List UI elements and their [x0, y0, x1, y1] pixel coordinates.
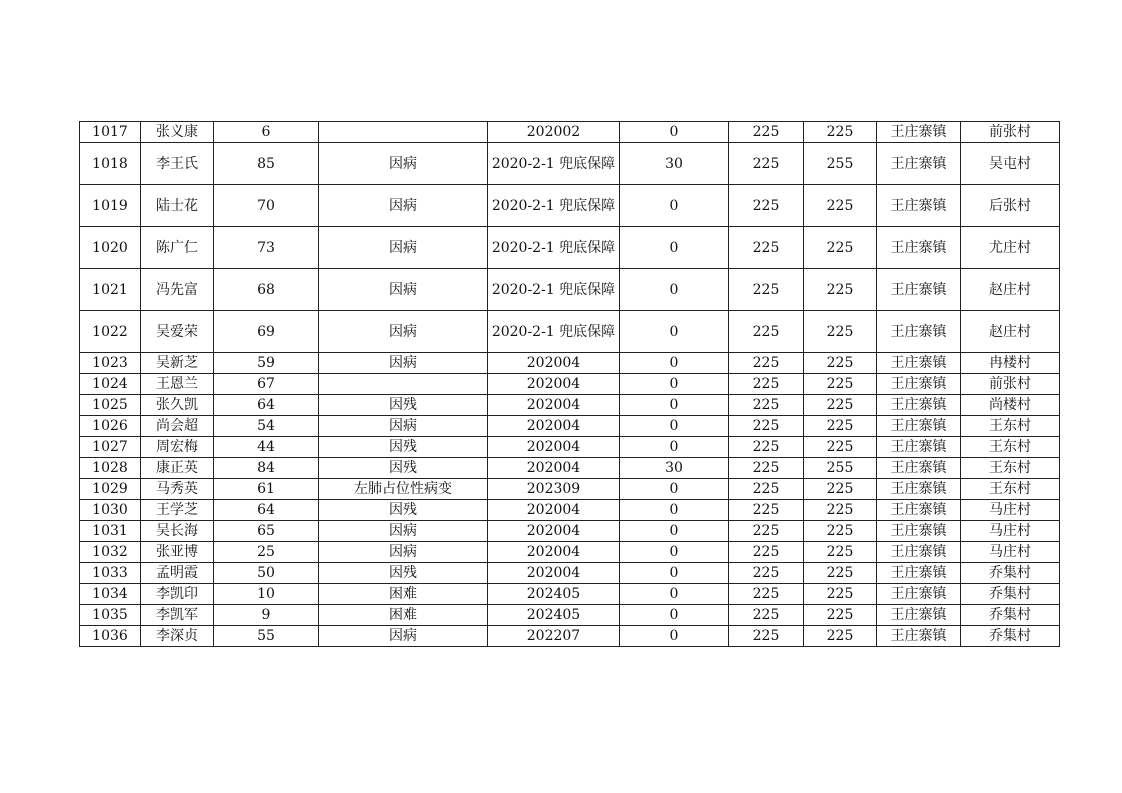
table-row: [80, 563, 1060, 584]
village-cell: 马庄村: [961, 542, 1060, 563]
total-cell: 225: [804, 500, 877, 521]
name-cell: 马秀英: [141, 479, 214, 500]
town-cell: 王庄寨镇: [877, 584, 961, 605]
extra-cell: 30: [620, 143, 729, 185]
name-cell: 张义康: [141, 122, 214, 143]
base-cell: 225: [729, 563, 804, 584]
village-cell: 王东村: [961, 458, 1060, 479]
reason-cell: [319, 374, 488, 395]
base-cell: 225: [729, 122, 804, 143]
name-cell: 周宏梅: [141, 437, 214, 458]
date-cell: 202004: [488, 542, 620, 563]
name-cell: 李凯军: [141, 605, 214, 626]
id-cell: 1021: [80, 269, 141, 311]
reason-cell: 因病: [319, 353, 488, 374]
age-cell: 70: [214, 185, 319, 227]
date-cell: 202004: [488, 437, 620, 458]
name-cell: 康正英: [141, 458, 214, 479]
age-cell: 10: [214, 584, 319, 605]
extra-cell: 0: [620, 437, 729, 458]
age-cell: 55: [214, 626, 319, 647]
name-cell: 李深贞: [141, 626, 214, 647]
name-cell: 张亚博: [141, 542, 214, 563]
base-cell: 225: [729, 143, 804, 185]
total-cell: 225: [804, 185, 877, 227]
id-cell: 1030: [80, 500, 141, 521]
village-cell: 王东村: [961, 479, 1060, 500]
id-cell: 1022: [80, 311, 141, 353]
reason-cell: 因病: [319, 227, 488, 269]
reason-cell: 因病: [319, 521, 488, 542]
total-cell: 225: [804, 311, 877, 353]
reason-cell: 困难: [319, 605, 488, 626]
village-cell: 乔集村: [961, 626, 1060, 647]
table-row: [80, 605, 1060, 626]
extra-cell: 0: [620, 269, 729, 311]
town-cell: 王庄寨镇: [877, 374, 961, 395]
table-row: [80, 353, 1060, 374]
age-cell: 67: [214, 374, 319, 395]
total-cell: 225: [804, 479, 877, 500]
reason-cell: 困难: [319, 584, 488, 605]
village-cell: 乔集村: [961, 605, 1060, 626]
base-cell: 225: [729, 374, 804, 395]
reason-cell: 因病: [319, 542, 488, 563]
id-cell: 1033: [80, 563, 141, 584]
base-cell: 225: [729, 269, 804, 311]
date-cell: 202002: [488, 122, 620, 143]
name-cell: 冯先富: [141, 269, 214, 311]
table-row: [80, 437, 1060, 458]
base-cell: 225: [729, 542, 804, 563]
base-cell: 225: [729, 521, 804, 542]
age-cell: 69: [214, 311, 319, 353]
total-cell: 225: [804, 416, 877, 437]
id-cell: 1035: [80, 605, 141, 626]
table-body: [80, 122, 1060, 647]
table-row: [80, 122, 1060, 143]
age-cell: 84: [214, 458, 319, 479]
village-cell: 王东村: [961, 437, 1060, 458]
village-cell: 乔集村: [961, 584, 1060, 605]
reason-cell: 左肺占位性病变: [319, 479, 488, 500]
table-row: [80, 374, 1060, 395]
age-cell: 44: [214, 437, 319, 458]
extra-cell: 0: [620, 500, 729, 521]
town-cell: 王庄寨镇: [877, 437, 961, 458]
name-cell: 张久凯: [141, 395, 214, 416]
age-cell: 9: [214, 605, 319, 626]
id-cell: 1023: [80, 353, 141, 374]
table-row: [80, 311, 1060, 353]
name-cell: 吴长海: [141, 521, 214, 542]
date-cell: 202309: [488, 479, 620, 500]
name-cell: 李王氏: [141, 143, 214, 185]
town-cell: 王庄寨镇: [877, 269, 961, 311]
village-cell: 前张村: [961, 374, 1060, 395]
village-cell: 尤庄村: [961, 227, 1060, 269]
id-cell: 1024: [80, 374, 141, 395]
town-cell: 王庄寨镇: [877, 416, 961, 437]
name-cell: 王恩兰: [141, 374, 214, 395]
extra-cell: 0: [620, 584, 729, 605]
table-row: [80, 500, 1060, 521]
table-row: [80, 479, 1060, 500]
village-cell: 赵庄村: [961, 311, 1060, 353]
town-cell: 王庄寨镇: [877, 395, 961, 416]
age-cell: 54: [214, 416, 319, 437]
reason-cell: 因残: [319, 500, 488, 521]
table-row: [80, 458, 1060, 479]
id-cell: 1019: [80, 185, 141, 227]
date-cell: 202004: [488, 416, 620, 437]
town-cell: 王庄寨镇: [877, 458, 961, 479]
date-cell: 202004: [488, 395, 620, 416]
id-cell: 1032: [80, 542, 141, 563]
town-cell: 王庄寨镇: [877, 479, 961, 500]
date-cell: 202004: [488, 353, 620, 374]
base-cell: 225: [729, 227, 804, 269]
id-cell: 1034: [80, 584, 141, 605]
id-cell: 1031: [80, 521, 141, 542]
age-cell: 61: [214, 479, 319, 500]
table-row: [80, 542, 1060, 563]
total-cell: 225: [804, 605, 877, 626]
date-cell: 202004: [488, 500, 620, 521]
village-cell: 王东村: [961, 416, 1060, 437]
extra-cell: 0: [620, 563, 729, 584]
total-cell: 225: [804, 395, 877, 416]
town-cell: 王庄寨镇: [877, 563, 961, 584]
base-cell: 225: [729, 185, 804, 227]
table-row: [80, 416, 1060, 437]
date-cell: 202405: [488, 605, 620, 626]
table-row: [80, 185, 1060, 227]
age-cell: 59: [214, 353, 319, 374]
date-cell: 202004: [488, 374, 620, 395]
date-cell: 2020-2-1 兜底保障: [488, 227, 620, 269]
id-cell: 1018: [80, 143, 141, 185]
age-cell: 64: [214, 395, 319, 416]
table-row: [80, 521, 1060, 542]
age-cell: 25: [214, 542, 319, 563]
town-cell: 王庄寨镇: [877, 143, 961, 185]
reason-cell: 因残: [319, 437, 488, 458]
total-cell: 225: [804, 542, 877, 563]
extra-cell: 0: [620, 605, 729, 626]
reason-cell: 因残: [319, 395, 488, 416]
town-cell: 王庄寨镇: [877, 626, 961, 647]
assistance-table: [79, 121, 1060, 647]
village-cell: 尚楼村: [961, 395, 1060, 416]
table-row: [80, 626, 1060, 647]
town-cell: 王庄寨镇: [877, 311, 961, 353]
id-cell: 1025: [80, 395, 141, 416]
table-row: [80, 227, 1060, 269]
village-cell: 吴屯村: [961, 143, 1060, 185]
table-row: [80, 269, 1060, 311]
id-cell: 1028: [80, 458, 141, 479]
extra-cell: 30: [620, 458, 729, 479]
village-cell: 冉楼村: [961, 353, 1060, 374]
name-cell: 陆士花: [141, 185, 214, 227]
total-cell: 225: [804, 122, 877, 143]
name-cell: 王学芝: [141, 500, 214, 521]
total-cell: 225: [804, 563, 877, 584]
table-row: [80, 143, 1060, 185]
date-cell: 2020-2-1 兜底保障: [488, 185, 620, 227]
base-cell: 225: [729, 626, 804, 647]
extra-cell: 0: [620, 185, 729, 227]
total-cell: 255: [804, 458, 877, 479]
village-cell: 赵庄村: [961, 269, 1060, 311]
village-cell: 马庄村: [961, 500, 1060, 521]
extra-cell: 0: [620, 353, 729, 374]
total-cell: 225: [804, 626, 877, 647]
name-cell: 孟明霞: [141, 563, 214, 584]
total-cell: 225: [804, 269, 877, 311]
age-cell: 64: [214, 500, 319, 521]
extra-cell: 0: [620, 395, 729, 416]
base-cell: 225: [729, 311, 804, 353]
base-cell: 225: [729, 353, 804, 374]
age-cell: 85: [214, 143, 319, 185]
reason-cell: 因残: [319, 563, 488, 584]
table-row: [80, 584, 1060, 605]
age-cell: 68: [214, 269, 319, 311]
id-cell: 1027: [80, 437, 141, 458]
base-cell: 225: [729, 584, 804, 605]
id-cell: 1026: [80, 416, 141, 437]
extra-cell: 0: [620, 416, 729, 437]
date-cell: 202004: [488, 563, 620, 584]
town-cell: 王庄寨镇: [877, 542, 961, 563]
extra-cell: 0: [620, 122, 729, 143]
reason-cell: 因残: [319, 458, 488, 479]
date-cell: 2020-2-1 兜底保障: [488, 269, 620, 311]
base-cell: 225: [729, 458, 804, 479]
reason-cell: 因病: [319, 143, 488, 185]
base-cell: 225: [729, 500, 804, 521]
date-cell: 202405: [488, 584, 620, 605]
extra-cell: 0: [620, 542, 729, 563]
table-row: [80, 395, 1060, 416]
town-cell: 王庄寨镇: [877, 122, 961, 143]
age-cell: 50: [214, 563, 319, 584]
village-cell: 马庄村: [961, 521, 1060, 542]
name-cell: 陈广仁: [141, 227, 214, 269]
name-cell: 尚会超: [141, 416, 214, 437]
village-cell: 前张村: [961, 122, 1060, 143]
extra-cell: 0: [620, 374, 729, 395]
town-cell: 王庄寨镇: [877, 353, 961, 374]
town-cell: 王庄寨镇: [877, 185, 961, 227]
total-cell: 225: [804, 374, 877, 395]
extra-cell: 0: [620, 626, 729, 647]
total-cell: 225: [804, 584, 877, 605]
base-cell: 225: [729, 416, 804, 437]
date-cell: 2020-2-1 兜底保障: [488, 311, 620, 353]
reason-cell: 因病: [319, 269, 488, 311]
base-cell: 225: [729, 605, 804, 626]
total-cell: 255: [804, 143, 877, 185]
base-cell: 225: [729, 437, 804, 458]
id-cell: 1029: [80, 479, 141, 500]
age-cell: 6: [214, 122, 319, 143]
village-cell: 乔集村: [961, 563, 1060, 584]
date-cell: 202004: [488, 521, 620, 542]
extra-cell: 0: [620, 227, 729, 269]
extra-cell: 0: [620, 479, 729, 500]
base-cell: 225: [729, 395, 804, 416]
date-cell: 2020-2-1 兜底保障: [488, 143, 620, 185]
date-cell: 202004: [488, 458, 620, 479]
age-cell: 65: [214, 521, 319, 542]
name-cell: 吴新芝: [141, 353, 214, 374]
total-cell: 225: [804, 227, 877, 269]
id-cell: 1017: [80, 122, 141, 143]
id-cell: 1036: [80, 626, 141, 647]
reason-cell: 因病: [319, 311, 488, 353]
date-cell: 202207: [488, 626, 620, 647]
town-cell: 王庄寨镇: [877, 500, 961, 521]
name-cell: 李凯印: [141, 584, 214, 605]
id-cell: 1020: [80, 227, 141, 269]
age-cell: 73: [214, 227, 319, 269]
total-cell: 225: [804, 437, 877, 458]
reason-cell: 因病: [319, 626, 488, 647]
town-cell: 王庄寨镇: [877, 605, 961, 626]
total-cell: 225: [804, 353, 877, 374]
total-cell: 225: [804, 521, 877, 542]
reason-cell: 因病: [319, 185, 488, 227]
reason-cell: 因病: [319, 416, 488, 437]
extra-cell: 0: [620, 521, 729, 542]
village-cell: 后张村: [961, 185, 1060, 227]
base-cell: 225: [729, 479, 804, 500]
name-cell: 吴爱荣: [141, 311, 214, 353]
extra-cell: 0: [620, 311, 729, 353]
reason-cell: [319, 122, 488, 143]
town-cell: 王庄寨镇: [877, 227, 961, 269]
town-cell: 王庄寨镇: [877, 521, 961, 542]
